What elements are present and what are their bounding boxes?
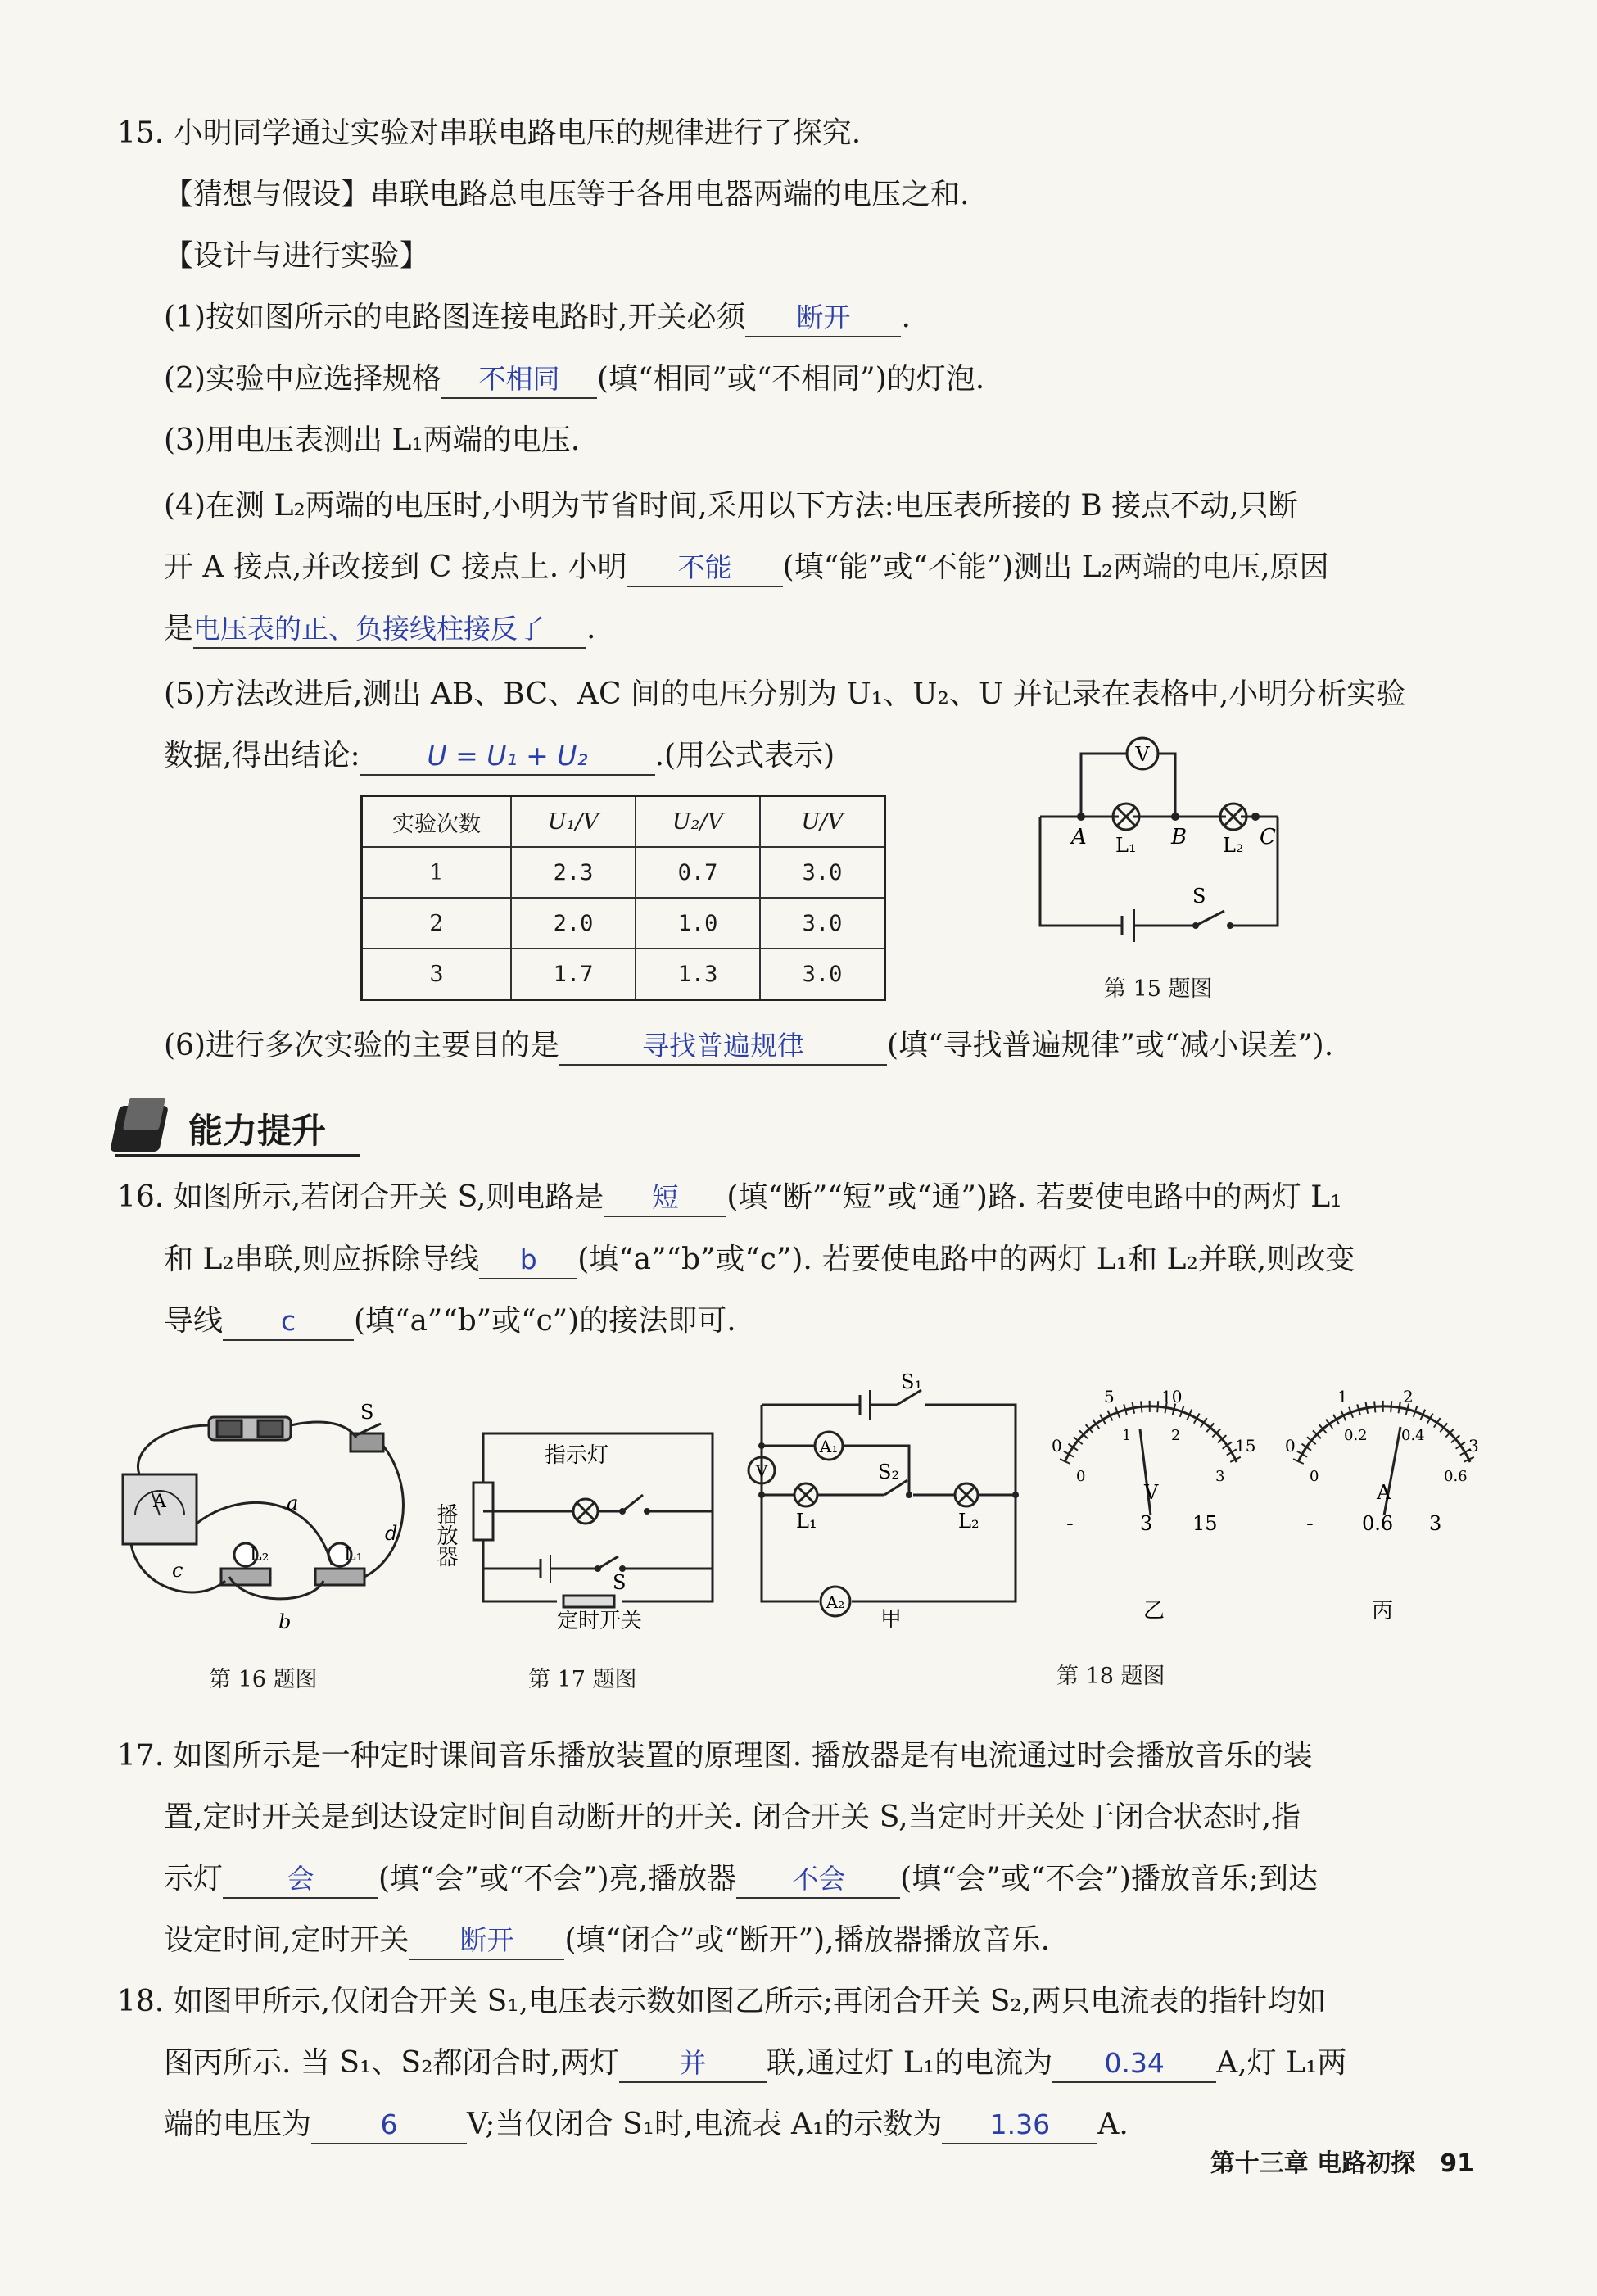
- q15-design-heading: 【设计与进行实验】: [164, 239, 430, 273]
- q15-p5-answer[interactable]: U = U₁ + U₂: [360, 738, 655, 776]
- q18-l2-text: 图丙所示. 当 S₁、S₂都闭合时,两灯: [164, 2046, 619, 2080]
- page-footer: [1210, 2143, 1474, 2179]
- a-tick: 3: [1468, 1436, 1479, 1456]
- page-number: 91: [1440, 2149, 1474, 2178]
- section-header: [115, 1098, 360, 1157]
- v-tick: 5: [1104, 1387, 1115, 1406]
- q16-answer1[interactable]: 短: [604, 1180, 726, 1217]
- wire-b-label: b: [278, 1610, 292, 1633]
- q18-figure-caption: 第 18 题图: [1056, 1664, 1165, 1689]
- a-tick: 0.4: [1401, 1427, 1425, 1444]
- q15-p4-end: (填“能”或“不能”)测出 L₂两端的电压,原因: [782, 550, 1329, 584]
- q18-answer1[interactable]: 并: [619, 2045, 767, 2083]
- q16-figure-caption: 第 16 题图: [209, 1667, 318, 1692]
- table-cell: 1.0: [636, 898, 760, 949]
- wire-c-label: c: [172, 1559, 183, 1582]
- v-tick: 2: [1171, 1427, 1181, 1444]
- q17-l4-text: 设定时间,定时开关: [164, 1923, 409, 1957]
- q15-part3: (3)用电压表测出 L₁两端的电压.: [164, 423, 581, 457]
- q18-l3-end: A.: [1097, 2108, 1129, 2141]
- a-tick: 0: [1310, 1468, 1319, 1485]
- table-cell: 3.0: [760, 898, 885, 949]
- q17-l3-text: 示灯: [164, 1862, 224, 1895]
- lamp-l1-label: L₁: [1115, 834, 1137, 857]
- v-terminal: 15: [1192, 1512, 1218, 1535]
- q16-l1-text: 16. 如图所示,若闭合开关 S,则电路是: [117, 1180, 604, 1214]
- a-tick: 0.2: [1344, 1427, 1368, 1444]
- figure-jia-label: 甲: [880, 1607, 903, 1632]
- q15-p5-text: 数据,得出结论:: [164, 739, 360, 772]
- ammeter-label: A: [153, 1492, 166, 1512]
- point-a-label: A: [1071, 825, 1087, 849]
- q18-answer2[interactable]: 0.34: [1052, 2045, 1216, 2083]
- table-cell: 3.0: [760, 847, 885, 898]
- wire-a-label: a: [287, 1492, 299, 1515]
- q15-part4-line3: [164, 609, 1474, 650]
- q15-p4-text: 开 A 接点,并改接到 C 接点上. 小明: [164, 550, 627, 584]
- table-row: [362, 898, 885, 949]
- q15-p5-end: .(用公式表示): [654, 739, 835, 772]
- v-tick: 10: [1161, 1387, 1183, 1406]
- q15-p2-text: (2)实验中应选择规格: [164, 362, 441, 396]
- table-cell: 2: [362, 898, 512, 949]
- q15-data-table: [360, 795, 886, 1001]
- q15-part5-line1: (5)方法改进后,测出 AB、BC、AC 间的电压分别为 U₁、U₂、U 并记录在表格中,小明分析实验: [164, 677, 1406, 711]
- q15-p1-answer[interactable]: 断开: [745, 300, 901, 337]
- q15-part4-line2: [164, 547, 1474, 588]
- v-tick: 0: [1052, 1436, 1062, 1456]
- v-tick: 3: [1215, 1468, 1225, 1485]
- a-tick: 0: [1285, 1436, 1296, 1456]
- q17-circuit-diagram: [433, 1425, 721, 1633]
- q16-line2: [164, 1239, 1474, 1280]
- q17-line3: [164, 1859, 1474, 1900]
- switch-s-label: S: [1192, 885, 1206, 908]
- voltmeter-label: V: [755, 1461, 768, 1481]
- v-tick: 1: [1122, 1427, 1132, 1444]
- q18-answer4[interactable]: 1.36: [942, 2107, 1097, 2144]
- q15-part4-line1: (4)在测 L₂两端的电压时,小明为节省时间,采用以下方法:电压表所接的 B 接点不动,只断: [164, 489, 1298, 523]
- table-cell: 1.7: [511, 949, 636, 1000]
- section-rule: [115, 1154, 360, 1157]
- switch-s1-label: S₁: [901, 1370, 923, 1393]
- q18-line3: [164, 2104, 1474, 2145]
- q16-answer2[interactable]: b: [479, 1242, 577, 1279]
- q16-l2-text: 和 L₂串联,则应拆除导线: [164, 1243, 480, 1276]
- chapter-title: 第十三章 电路初探: [1210, 2149, 1416, 2178]
- lamp-l2-label: L₂: [1223, 834, 1244, 857]
- table-cell: 1: [362, 847, 512, 898]
- lamp-l2-label: L₂: [250, 1545, 269, 1565]
- switch-s-label: S: [613, 1571, 627, 1594]
- q18-ammeter-bing: [1274, 1384, 1495, 1630]
- player-label: 播放器: [433, 1503, 458, 1567]
- table-header-cell: 实验次数: [362, 796, 512, 848]
- q16-line1: [117, 1177, 1474, 1218]
- q15-p6-answer[interactable]: 寻找普遍规律: [559, 1028, 887, 1066]
- switch-s2-label: S₂: [878, 1460, 900, 1483]
- a-terminal: 3: [1429, 1512, 1442, 1535]
- timer-switch-label: 定时开关: [557, 1609, 643, 1633]
- q17-answer1[interactable]: 会: [223, 1861, 378, 1899]
- section-tab-icon: [123, 1098, 166, 1130]
- q16-l3-end: (填“a”“b”或“c”)的接法即可.: [354, 1304, 736, 1338]
- q16-answer3[interactable]: c: [223, 1303, 354, 1341]
- q18-l2-mid: 联,通过灯 L₁的电流为: [766, 2046, 1053, 2080]
- q18-l3-text: 端的电压为: [164, 2108, 312, 2141]
- table-cell: 3: [362, 949, 512, 1000]
- table-row: [362, 949, 885, 1000]
- q18-l3-mid: V;当仅闭合 S₁时,电流表 A₁的示数为: [467, 2108, 943, 2141]
- q17-line2: 置,定时开关是到达设定时间自动断开的开关. 闭合开关 S,当定时开关处于闭合状态时,指: [164, 1800, 1301, 1834]
- a-terminal: 0.6: [1362, 1512, 1394, 1535]
- q18-line2: [164, 2043, 1474, 2084]
- a-unit: A: [1377, 1481, 1391, 1504]
- q17-l4-end: (填“闭合”或“断开”),播放器播放音乐.: [564, 1923, 1051, 1957]
- a-tick: 1: [1337, 1387, 1348, 1406]
- section-title: 能力提升: [188, 1111, 327, 1151]
- ammeter-a2-label: A₂: [826, 1592, 845, 1612]
- table-cell: 3.0: [760, 949, 885, 1000]
- q18-circuit-jia: [745, 1364, 1024, 1630]
- q15-part6: [164, 1026, 1474, 1066]
- voltmeter-label: V: [1135, 743, 1150, 766]
- q15-p2-answer[interactable]: 不相同: [441, 361, 597, 399]
- q18-answer3[interactable]: 6: [311, 2107, 467, 2144]
- q16-circuit-figure: [115, 1393, 450, 1638]
- a-terminal: -: [1306, 1511, 1314, 1536]
- a-tick: 0.6: [1444, 1468, 1468, 1485]
- q17-l3-end: (填“会”或“不会”)播放音乐;到达: [900, 1862, 1319, 1895]
- lamp-l1-label: L₁: [344, 1545, 364, 1565]
- v-tick: 15: [1235, 1436, 1256, 1456]
- q15-circuit-diagram: [1024, 729, 1335, 942]
- a-tick: 2: [1403, 1387, 1414, 1406]
- q15-p6-end: (填“寻找普遍规律”或“减小误差”).: [887, 1029, 1334, 1062]
- ammeter-a1-label: A₁: [819, 1437, 839, 1456]
- q17-answer3[interactable]: 断开: [409, 1922, 564, 1960]
- wire-d-label: d: [385, 1522, 398, 1545]
- q15-p4-reason-answer[interactable]: 电压表的正、负接线柱接反了: [193, 611, 586, 649]
- v-terminal: -: [1066, 1511, 1074, 1536]
- v-unit: V: [1144, 1481, 1159, 1504]
- table-row: [362, 847, 885, 898]
- switch-s-label: S: [360, 1401, 374, 1424]
- table-cell: 2.0: [511, 898, 636, 949]
- q16-l1-end: (填“断”“短”或“通”)路. 若要使电路中的两灯 L₁: [726, 1180, 1342, 1214]
- lamp-l1-label: L₁: [796, 1510, 817, 1533]
- table-cell: 2.3: [511, 847, 636, 898]
- q15-part1: [164, 297, 1474, 338]
- v-terminal: 3: [1140, 1512, 1153, 1535]
- q15-p1-end: .: [901, 301, 911, 334]
- q18-voltmeter-yi: [1040, 1384, 1261, 1630]
- q15-p1-text: (1)按如图所示的电路图连接电路时,开关必须: [164, 301, 746, 334]
- table-header-row: [362, 796, 885, 848]
- q17-l3-mid: (填“会”或“不会”)亮,播放器: [378, 1862, 737, 1895]
- table-header-cell: U₁/V: [511, 796, 636, 848]
- table-header-cell: U/V: [760, 796, 885, 848]
- q16-line3: [164, 1301, 1474, 1342]
- figure-bing-label: 丙: [1372, 1599, 1394, 1624]
- table-header-cell: U₂/V: [636, 796, 760, 848]
- q15-p6-text: (6)进行多次实验的主要目的是: [164, 1029, 559, 1062]
- q17-line1: 17. 如图所示是一种定时课间音乐播放装置的原理图. 播放器是有电流通过时会播放音乐的装: [117, 1739, 1313, 1773]
- q15-p4-reason-end: .: [586, 612, 596, 645]
- q16-l3-text: 导线: [164, 1304, 224, 1338]
- table-cell: 1.3: [636, 949, 760, 1000]
- v-tick: 0: [1076, 1468, 1086, 1485]
- point-c-label: C: [1260, 825, 1276, 849]
- q17-figure-caption: 第 17 题图: [528, 1667, 637, 1692]
- table-cell: 0.7: [636, 847, 760, 898]
- q18-line1: 18. 如图甲所示,仅闭合开关 S₁,电压表示数如图乙所示;再闭合开关 S₂,两只电流表的指针均如: [117, 1985, 1327, 2018]
- point-b-label: B: [1171, 825, 1188, 849]
- figure-yi-label: 乙: [1143, 1599, 1165, 1624]
- q17-answer2[interactable]: 不会: [736, 1861, 900, 1899]
- q15-p4-reason-pre: 是: [164, 612, 194, 645]
- q15-p2-end: (填“相同”或“不相同”)的灯泡.: [597, 362, 985, 396]
- q15-part2: [164, 359, 1474, 400]
- q15-p4-answer[interactable]: 不能: [627, 550, 783, 587]
- q15-hypothesis: 【猜想与假设】串联电路总电压等于各用电器两端的电压之和.: [164, 178, 970, 211]
- q15-figure-caption: 第 15 题图: [1104, 976, 1213, 1002]
- q17-line4: [164, 1920, 1474, 1961]
- lamp-l2-label: L₂: [958, 1510, 979, 1533]
- q15-intro: 15. 小明同学通过实验对串联电路电压的规律进行了探究.: [117, 116, 862, 150]
- q18-l2-end: A,灯 L₁两: [1216, 2046, 1347, 2080]
- indicator-lamp-label: 指示灯: [545, 1443, 609, 1468]
- q16-l2-end: (填“a”“b”或“c”). 若要使电路中的两灯 L₁和 L₂并联,则改变: [577, 1243, 1355, 1276]
